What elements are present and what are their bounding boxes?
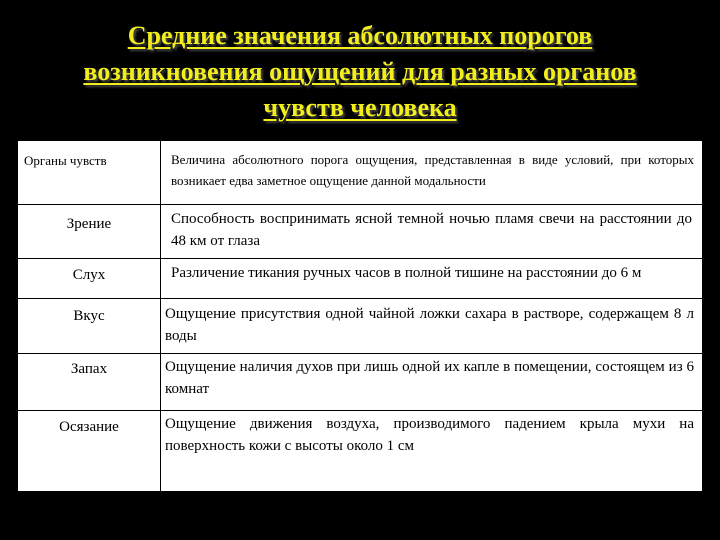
table-header-row — [18, 141, 702, 204]
slide-title — [40, 18, 680, 126]
row-description-cell: Различение тикания ручных часов в полной тишине на расстоянии до 6 м — [161, 258, 703, 298]
table-row-vision — [18, 204, 702, 258]
table-row-taste — [18, 298, 702, 353]
row-organ-cell: Осязание — [18, 410, 161, 491]
table-row-touch — [18, 410, 702, 491]
header-description-cell: Величина абсолютного порога ощущения, представленная в виде условий, при которых возникает едва заметное ощущение данной модальности — [161, 141, 703, 204]
row-organ-cell: Запах — [18, 353, 161, 410]
header-organ-cell: Органы чувств — [18, 141, 161, 204]
row-description-cell: Ощущение присутствия одной чайной ложки сахара в растворе, содержащем 8 л воды — [161, 298, 703, 353]
slide-title-line-3: чувств человека — [263, 93, 457, 122]
row-organ-cell: Зрение — [18, 204, 161, 258]
table-row-smell — [18, 353, 702, 410]
row-description-cell: Способность воспринимать ясной темной ночью пламя свечи на расстоянии до 48 км от глаза — [161, 204, 703, 258]
slide-title-line-1: Средние значения абсолютных порогов — [127, 21, 593, 50]
row-description-cell: Ощущение движения воздуха, производимого падением крыла мухи на поверхность кожи с высоты около 1 см — [161, 410, 703, 491]
thresholds-table — [17, 140, 703, 492]
thresholds-table-grid — [18, 141, 702, 491]
row-organ-cell: Слух — [18, 258, 161, 298]
row-description-cell: Ощущение наличия духов при лишь одной их капле в помещении, состоящем из 6 комнат — [161, 353, 703, 410]
slide-title-line-2: возникновения ощущений для разных органов — [83, 57, 637, 86]
row-organ-cell: Вкус — [18, 298, 161, 353]
table-row-hearing — [18, 258, 702, 298]
